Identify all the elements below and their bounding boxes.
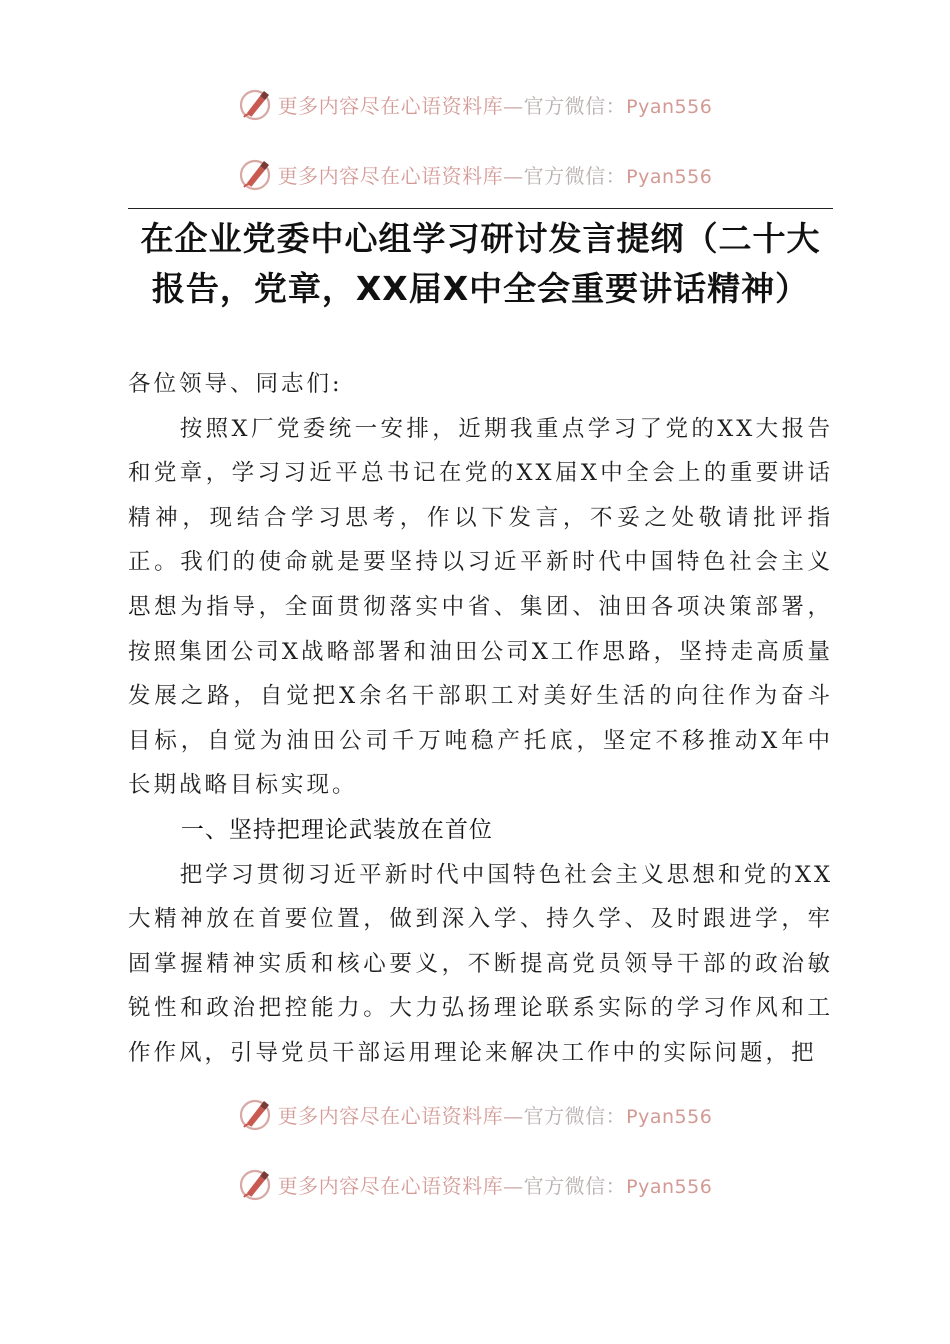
intro-paragraph: 按照X厂党委统一安排，近期我重点学习了党的XX大报告和党章，学习习近平总书记在党的XX届X中全会上的重要讲话精神，现结合学习思考，作以下发言，不妥之处敬请批评指正。我们的使命就是要坚持以习近平新时代中国特色社会主义思想为指导，全面贯彻落实中省、集团、油田各项决策部署，按照集团公司X战略部署和油田公司X工作思路，坚持走高质量发展之路，自觉把X余名干部职工对美好生活的向往作为奋斗目标，自觉为油田公司千万吨稳产托底，坚定不移推动X年中长期战略目标实现。 (128, 415, 833, 799)
watermark-text: 更多内容尽在心语资料库—官方微信：Pyan556 (277, 1103, 713, 1128)
watermark-banner-bottom-2 (0, 1164, 950, 1204)
section-heading-1: 一、坚持把理论武装放在首位 (180, 816, 493, 843)
watermark-banner-top-1 (0, 84, 950, 124)
pen-logo-icon (238, 156, 274, 192)
document-title (128, 214, 833, 314)
document-body (128, 362, 833, 1076)
pen-logo-icon (238, 86, 274, 122)
watermark-text: 更多内容尽在心语资料库—官方微信：Pyan556 (277, 163, 713, 188)
header-divider (128, 208, 833, 209)
title-line-1: 在企业党委中心组学习研讨发言提纲（二十大 (140, 219, 821, 258)
watermark-text: 更多内容尽在心语资料库—官方微信：Pyan556 (277, 1173, 713, 1198)
pen-logo-icon (238, 1096, 274, 1132)
greeting: 各位领导、同志们: (128, 371, 343, 397)
watermark-text: 更多内容尽在心语资料库—官方微信：Pyan556 (277, 93, 713, 118)
section-1-paragraph: 把学习贯彻习近平新时代中国特色社会主义思想和党的XX大精神放在首要位置，做到深入学、持久学、及时跟进学，牢固掌握精神实质和核心要义，不断提高党员领导干部的政治敏锐性和政治把控能力。大力弘扬理论联系实际的学习作风和工作作风，引导党员干部运用理论来解决工作中的实际问题，把 (128, 861, 833, 1066)
watermark-banner-bottom-1 (0, 1094, 950, 1134)
title-line-2: 报告，党章，XX届X中全会重要讲话精神） (151, 269, 810, 308)
pen-logo-icon (238, 1166, 274, 1202)
watermark-banner-top-2 (0, 154, 950, 194)
